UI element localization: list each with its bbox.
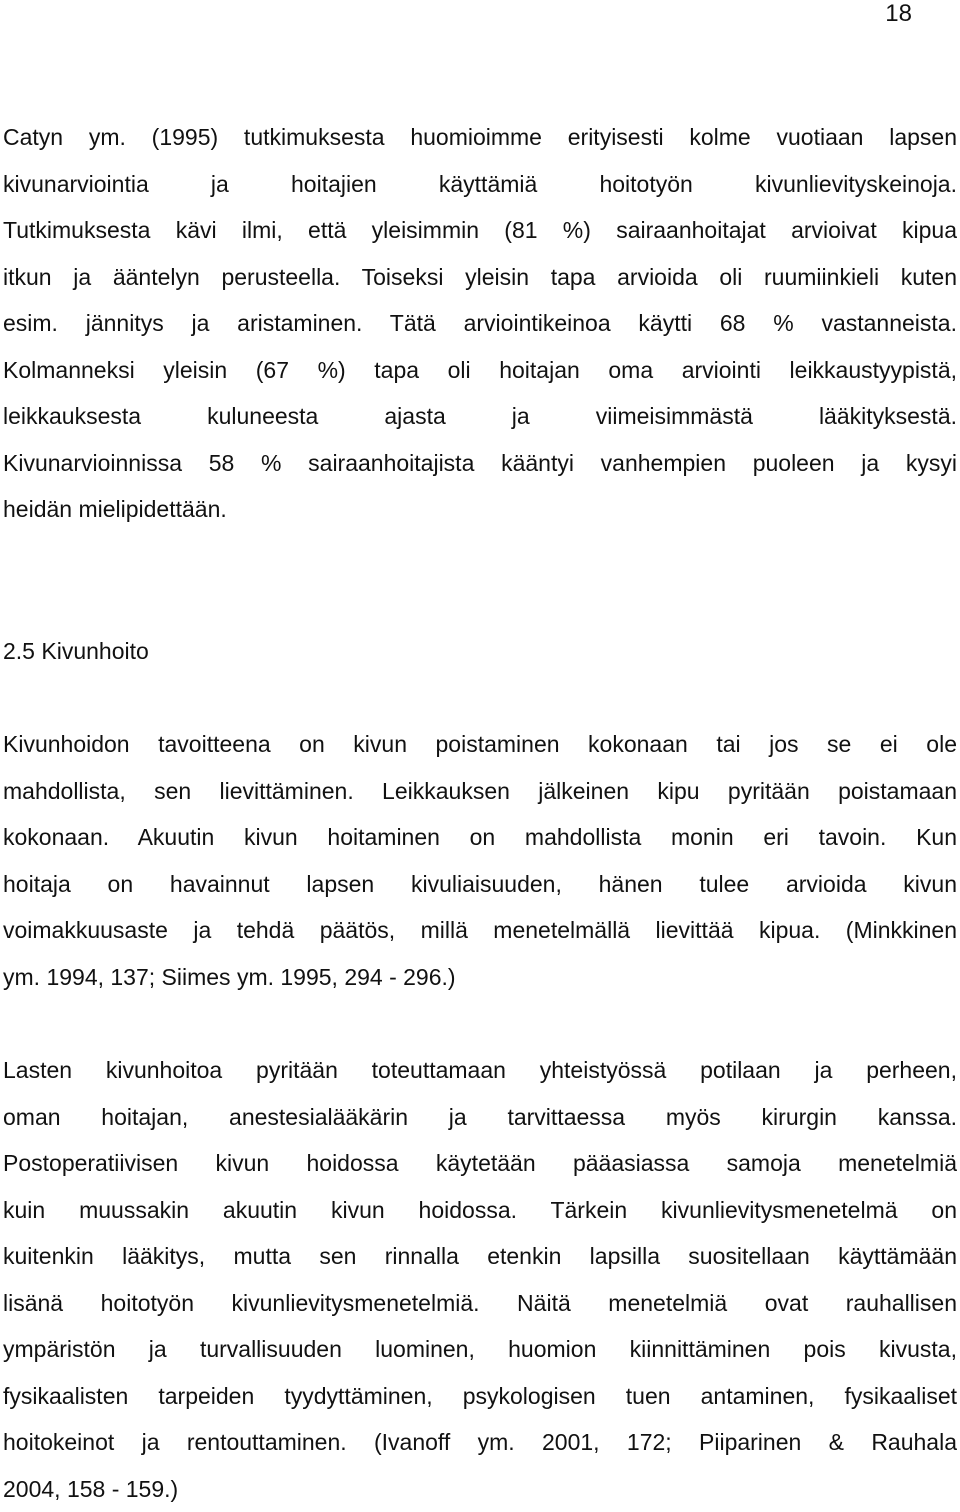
text-line: kokonaan. Akuutin kivun hoitaminen on mahdollista monin eri tavoin. Kun <box>3 814 957 861</box>
text-line: Kivunhoidon tavoitteena on kivun poistaminen kokonaan tai jos se ei ole <box>3 721 957 768</box>
text-line: fysikaalisten tarpeiden tyydyttäminen, psykologisen tuen antaminen, fysikaaliset <box>3 1373 957 1420</box>
paragraph-pain-treatment <box>3 721 957 1000</box>
page-number: 18 <box>885 0 912 34</box>
text-line: Lasten kivunhoitoa pyritään toteuttamaan yhteistyössä potilaan ja perheen, <box>3 1047 957 1094</box>
text-line: esim. jännitys ja aristaminen. Tätä arviointikeinoa käytti 68 % vastanneista. <box>3 300 957 347</box>
text-line: itkun ja ääntelyn perusteella. Toiseksi yleisin tapa arvioida oli ruumiinkieli kuten <box>3 254 957 301</box>
text-line: voimakkuusaste ja tehdä päätös, millä menetelmällä lievittää kipua. (Minkkinen <box>3 907 957 954</box>
text-line: mahdollista, sen lievittäminen. Leikkauksen jälkeinen kipu pyritään poistamaan <box>3 768 957 815</box>
paragraph-child-pain-care <box>3 1047 957 1512</box>
text-line: ym. 1994, 137; Siimes ym. 1995, 294 - 296.) <box>3 954 957 1001</box>
text-line: Kivunarvioinnissa 58 % sairaanhoitajista kääntyi vanhempien puoleen ja kysyi <box>3 440 957 487</box>
paragraph-assessment-study <box>3 114 957 533</box>
text-line: Postoperatiivisen kivun hoidossa käytetään pääasiassa samoja menetelmiä <box>3 1140 957 1187</box>
text-line: ympäristön ja turvallisuuden luominen, huomion kiinnittäminen pois kivusta, <box>3 1326 957 1373</box>
text-line: kuin muussakin akuutin kivun hoidossa. Tärkein kivunlievitysmenetelmä on <box>3 1187 957 1234</box>
text-line: 2004, 158 - 159.) <box>3 1466 957 1512</box>
text-line: heidän mielipidettään. <box>3 486 957 533</box>
text-line: lisänä hoitotyön kivunlievitysmenetelmiä. Näitä menetelmiä ovat rauhallisen <box>3 1280 957 1327</box>
text-line: kivunarviointia ja hoitajien käyttämiä hoitotyön kivunlievityskeinoja. <box>3 161 957 208</box>
text-line: hoitokeinot ja rentouttaminen. (Ivanoff ym. 2001, 172; Piiparinen & Rauhala <box>3 1419 957 1466</box>
text-line: Tutkimuksesta kävi ilmi, että yleisimmin (81 %) sairaanhoitajat arvioivat kipua <box>3 207 957 254</box>
text-line: oman hoitajan, anestesialääkärin ja tarvittaessa myös kirurgin kanssa. <box>3 1094 957 1141</box>
section-heading: 2.5 Kivunhoito <box>3 628 149 674</box>
text-line: Catyn ym. (1995) tutkimuksesta huomioimme erityisesti kolme vuotiaan lapsen <box>3 114 957 161</box>
text-line: Kolmanneksi yleisin (67 %) tapa oli hoitajan oma arviointi leikkaustyypistä, <box>3 347 957 394</box>
text-line: kuitenkin lääkitys, mutta sen rinnalla etenkin lapsilla suositellaan käyttämään <box>3 1233 957 1280</box>
text-line: hoitaja on havainnut lapsen kivuliaisuuden, hänen tulee arvioida kivun <box>3 861 957 908</box>
text-line: leikkauksesta kuluneesta ajasta ja viimeisimmästä lääkityksestä. <box>3 393 957 440</box>
